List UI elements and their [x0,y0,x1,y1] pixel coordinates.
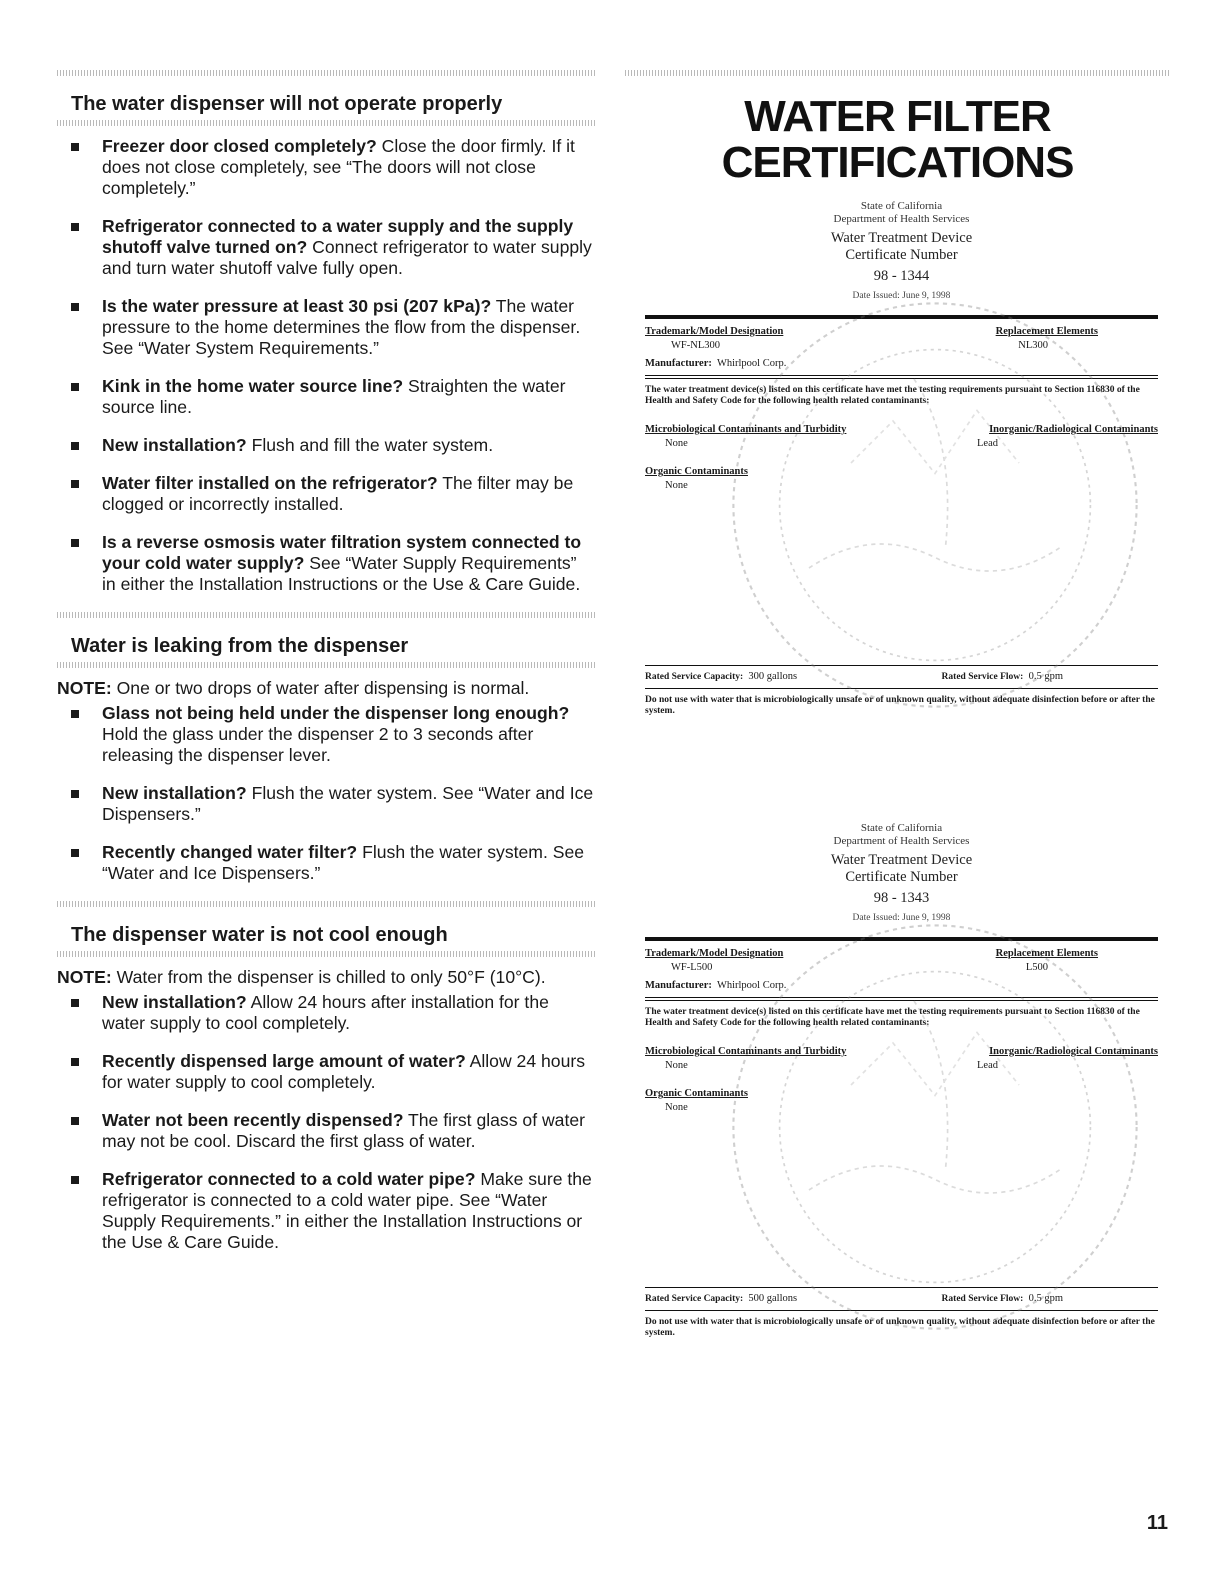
list-item: New installation? Flush and fill the water system. [57,435,595,456]
organic-value: None [665,1102,688,1113]
cert-number: 98 - 1344 [873,268,930,284]
troubleshooting-column [57,70,595,1270]
cert-department: Department of Health Services [833,213,970,225]
bullet-icon [71,383,79,391]
bullet-icon [71,539,79,547]
section-title-leaking: Water is leaking from the dispenser [71,635,409,657]
list-item: Is a reverse osmosis water filtration system connected to your cold water supply? See “Water Supply Requirements” in either the Installation Instructions or the Use & Care Guide. [57,532,595,595]
list-item: Refrigerator connected to a cold water pipe? Make sure the refrigerator is connected to a cold water pipe. See “Water Supply Requirements.” in either the Installation Instructions or the Use & Care Guide. [57,1169,595,1253]
model-row [645,961,1158,975]
bullet-icon [71,303,79,311]
rating-row: Rated Service Capacity: 300 gallons Rated Service Flow: 0.5 gpm [645,671,1063,682]
replacement-value: NL300 [1018,340,1048,351]
list-item: Glass not being held under the dispenser long enough? Hold the glass under the dispenser 2 to 3 seconds after releasing the dispenser lever. [57,703,595,766]
list-item: Refrigerator connected to a water supply and the supply shutoff valve turned on? Connect refrigerator to water supply and turn water shutoff valve fully open. [57,216,595,279]
trademark-row [645,947,1158,961]
cert-date: Date Issued: June 9, 1998 [852,291,951,301]
list-item: Freezer door closed completely? Close the door firmly. If it does not close completely, see “The doors will not close completely.” [57,136,595,199]
contaminants-row: Microbiological Contaminants and Turbidity Inorganic/Radiological Contaminants [645,424,1158,435]
list-item: Kink in the home water source line? Straighten the water source line. [57,376,595,418]
organic-value: None [665,480,688,491]
certificate-2 [645,822,1158,1339]
list-item: New installation? Flush the water system. See “Water and Ice Dispensers.” [57,783,595,825]
bullet-icon [71,223,79,231]
bullet-icon [71,790,79,798]
contaminants-values: None Lead [665,1060,998,1071]
bullet-icon [71,143,79,151]
list-item: Water filter installed on the refrigerator? The filter may be clogged or incorrectly installed. [57,473,595,515]
manufacturer-row: Manufacturer: Whirlpool Corp. [645,980,787,991]
bullet-icon [71,480,79,488]
replacement-label: Replacement Elements [995,326,1098,337]
cert-number: 98 - 1343 [873,890,930,906]
cert-state: State of California [860,200,943,212]
model-value: WF-NL300 [671,340,720,351]
organic-row: Organic Contaminants [645,1088,748,1099]
section-body-not-operate [57,126,595,595]
list-item: Water not been recently dispensed? The first glass of water may not be cool. Discard the first glass of water. [57,1110,595,1152]
cert-statement: The water treatment device(s) listed on this certificate have met the testing requirements pursuant to Section 116830 of the Health and Safety Code for the following health related contaminants: [645,385,1140,406]
replacement-label: Replacement Elements [995,948,1098,959]
model-row [645,339,1158,353]
trademark-row [645,325,1158,339]
cert-statement: The water treatment device(s) listed on this certificate have met the testing requirements pursuant to Section 116830 of the Health and Safety Code for the following health related contaminants: [645,1007,1140,1028]
bullet-icon [71,999,79,1007]
list-item: New installation? Allow 24 hours after installation for the water supply to cool completely. [57,992,595,1034]
trademark-label: Trademark/Model Designation [645,948,784,959]
list-item: Is the water pressure at least 30 psi (207 kPa)? The water pressure to the home determines the flow from the dispenser. See “Water System Requirements.” [57,296,595,359]
page-number: 11 [1146,1512,1168,1534]
trademark-label: Trademark/Model Designation [645,326,784,337]
cert-label: Certificate Number [845,869,958,885]
cert-label: Certificate Number [845,247,958,263]
section-body-not-cool [57,957,595,1253]
list-item: Recently dispensed large amount of water? Allow 24 hours for water supply to cool completely. [57,1051,595,1093]
rating-row: Rated Service Capacity: 500 gallons Rated Service Flow: 0.5 gpm [645,1293,1063,1304]
model-value: WF-L500 [671,962,713,973]
page-title: WATER FILTER CERTIFICATIONS [721,92,1074,187]
bullet-icon [71,1058,79,1066]
contaminants-row: Microbiological Contaminants and Turbidity Inorganic/Radiological Contaminants [645,1046,1158,1057]
cert-department: Department of Health Services [833,835,970,847]
certificate-1 [645,200,1158,717]
section-body-leaking [57,668,595,884]
cert-date: Date Issued: June 9, 1998 [852,913,951,923]
section-title-not-cool: The dispenser water is not cool enough [71,924,448,946]
manufacturer-row: Manufacturer: Whirlpool Corp. [645,358,787,369]
cert-warning: Do not use with water that is microbiologically unsafe or of unknown quality, without adequate disinfection before or after the system. [645,695,1155,716]
certifications-column [625,70,1170,1338]
bullet-icon [71,1117,79,1125]
section-divider [625,70,1170,76]
bullet-icon [71,442,79,450]
organic-row: Organic Contaminants [645,466,748,477]
note: NOTE: Water from the dispenser is chilled to only 50°F (10°C). [57,967,546,987]
bullet-icon [71,1176,79,1184]
cert-device: Water Treatment Device [830,230,973,246]
cert-state: State of California [860,822,943,834]
bullet-icon [71,710,79,718]
bullet-icon [71,849,79,857]
cert-warning: Do not use with water that is microbiologically unsafe or of unknown quality, without adequate disinfection before or after the system. [645,1317,1155,1338]
list-item: Recently changed water filter? Flush the water system. See “Water and Ice Dispensers.” [57,842,595,884]
note: NOTE: One or two drops of water after dispensing is normal. [57,678,530,698]
cert-device: Water Treatment Device [830,852,973,868]
section-title-not-operate: The water dispenser will not operate properly [71,93,503,115]
replacement-value: L500 [1025,962,1048,973]
contaminants-values: None Lead [665,438,998,449]
